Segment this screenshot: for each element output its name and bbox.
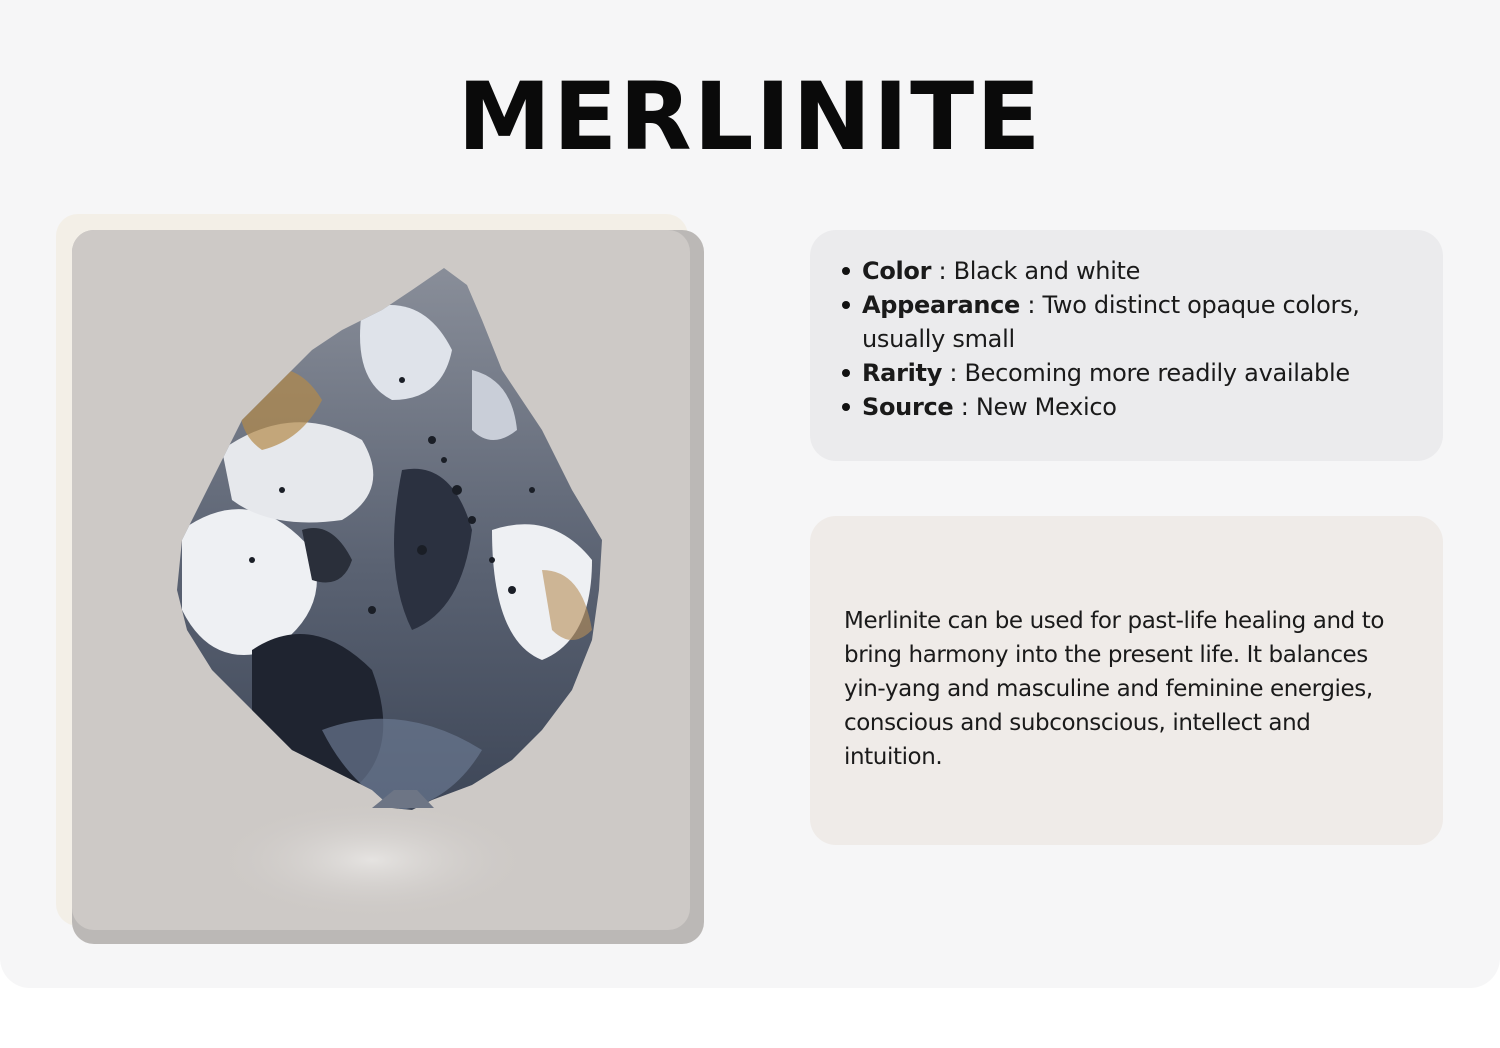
property-key: Source <box>862 393 954 421</box>
merlinite-stone-icon <box>72 230 690 930</box>
property-value: Black and white <box>953 257 1141 285</box>
property-value: Becoming more readily available <box>964 359 1350 387</box>
property-source <box>842 390 1412 424</box>
bullet-icon <box>842 267 850 275</box>
property-separator: : <box>942 359 965 387</box>
property-key: Color <box>862 257 932 285</box>
page-title: MERLINITE <box>457 63 1043 172</box>
properties-box <box>810 230 1443 461</box>
properties-list <box>842 254 1412 424</box>
property-value: New Mexico <box>975 393 1117 421</box>
stone-image-panel <box>72 230 690 930</box>
property-separator: : <box>953 393 976 421</box>
description-box <box>810 516 1443 845</box>
property-separator: : <box>931 257 954 285</box>
bullet-icon <box>842 403 850 411</box>
property-separator: : <box>1020 291 1043 319</box>
property-key: Appearance <box>862 291 1021 319</box>
property-color <box>842 254 1412 288</box>
bullet-icon <box>842 301 850 309</box>
property-rarity <box>842 356 1412 390</box>
description-text: Merlinite can be used for past-life healing and to bring harmony into the present life. It balances yin-yang and masculine and feminine energies, conscious and subconscious, intellect and intuition. <box>844 608 1385 770</box>
property-value: Two distinct opaque colors, usually small <box>862 291 1360 353</box>
property-appearance <box>842 288 1412 356</box>
bullet-icon <box>842 369 850 377</box>
property-key: Rarity <box>862 359 943 387</box>
